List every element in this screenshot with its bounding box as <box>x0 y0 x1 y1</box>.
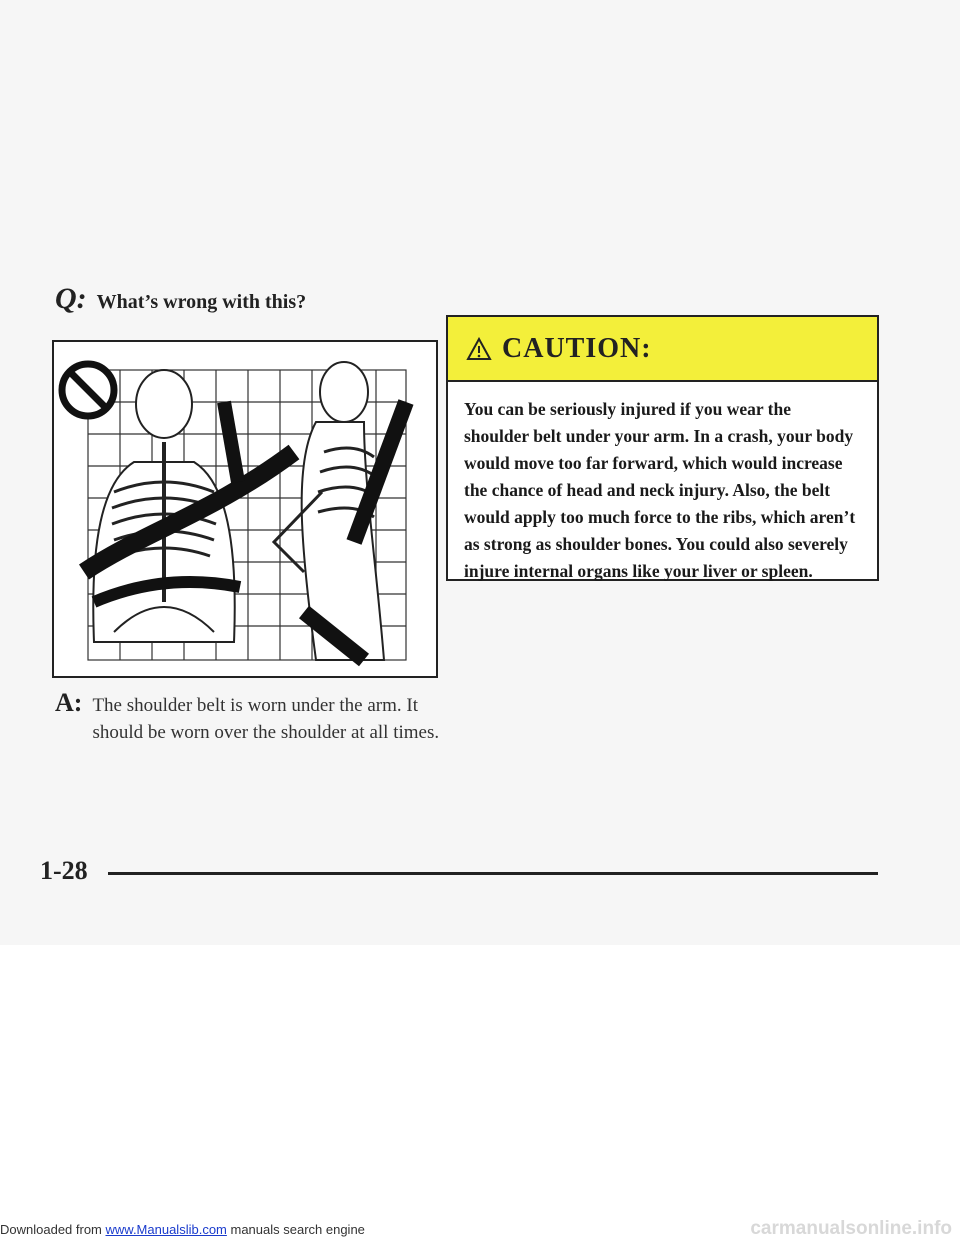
download-suffix: manuals search engine <box>226 1222 365 1237</box>
caution-box <box>446 315 879 581</box>
download-prefix: Downloaded from <box>0 1222 106 1237</box>
caution-title: CAUTION: <box>502 332 652 364</box>
manualslib-link[interactable]: www.Manualslib.com <box>105 1222 227 1237</box>
caution-header <box>448 317 877 382</box>
figure-side-view <box>274 362 406 660</box>
answer-mark-label: A: <box>55 688 83 717</box>
footer-rule <box>108 872 878 875</box>
page-number: 1-28 <box>40 856 88 885</box>
site-watermark: carmanualsonline.info <box>750 1218 952 1239</box>
caution-body: You can be seriously injured if you wear the shoulder belt under your arm. In a crash, your body would move too far forward, which would increase the chance of head and neck injury. Also, the belt would apply too much force to the ribs, which aren’t as strong as shoulder bones. You could also severely injure internal organs like your liver or spleen. <box>464 399 856 581</box>
prohibited-icon <box>62 364 114 416</box>
warning-triangle-icon <box>466 337 492 361</box>
question <box>55 282 306 316</box>
figure-back-view <box>84 370 294 642</box>
download-attribution <box>0 1222 365 1237</box>
seatbelt-illustration <box>52 340 438 678</box>
question-text: What’s wrong with this? <box>96 291 307 313</box>
answer <box>55 690 445 746</box>
question-mark-label: Q: <box>55 282 87 315</box>
answer-text: The shoulder belt is worn under the arm. It should be worn over the shoulder at all times. <box>92 695 440 743</box>
